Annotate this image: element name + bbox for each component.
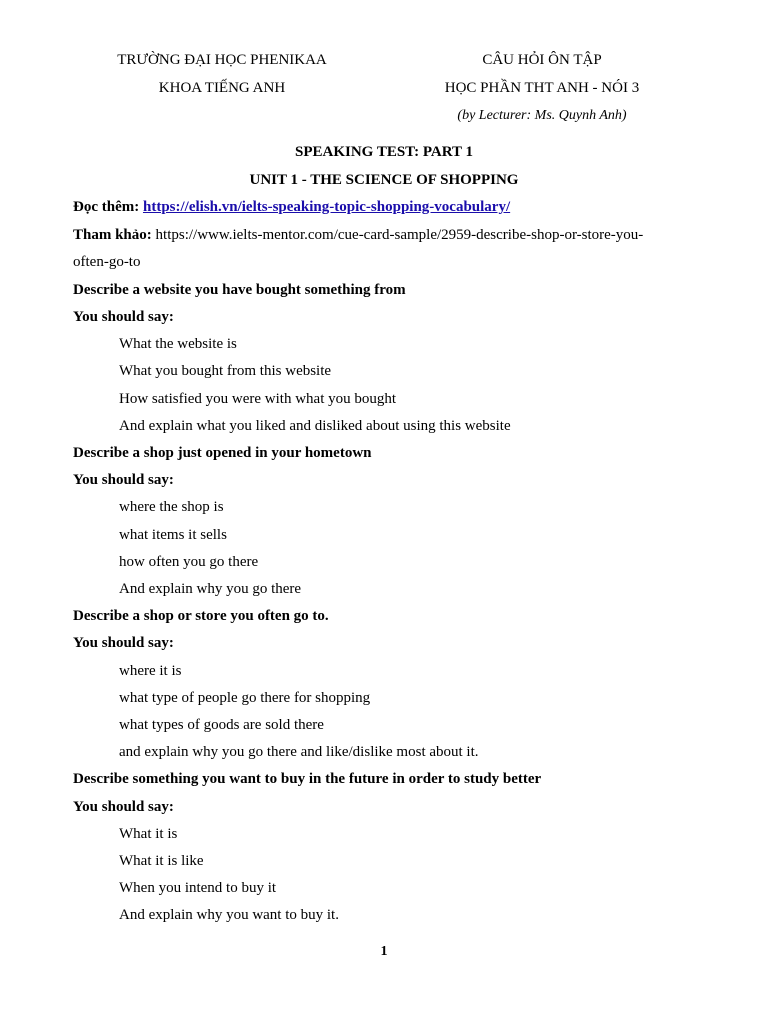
topic-point: When you intend to buy it [119,880,277,896]
topic-heading: Describe a shop or store you often go to. [73,608,329,624]
topic-prompt: You should say: [73,309,174,325]
topic-prompt: You should say: [73,472,174,488]
read-more-link[interactable]: https://elish.vn/ielts-speaking-topic-shopping-vocabulary/ [142,199,511,215]
topic-point: What it is like [119,853,204,869]
topic-point: where the shop is [119,499,224,515]
topic-point: And explain why you go there [119,581,302,597]
doc-type: CÂU HỎI ÔN TẬP [482,52,602,68]
header-right [392,46,692,130]
topic-point: What you bought from this website [119,363,332,379]
topic-heading: Describe something you want to buy in the future in order to study better [73,771,542,787]
course-name: HỌC PHẦN THT ANH - NÓI 3 [444,80,640,96]
topic-point: what type of people go there for shopping [119,690,371,706]
topic-point: and explain why you go there and like/dislike most about it. [119,744,479,760]
topic-point: What it is [119,826,178,842]
unit-title: UNIT 1 - THE SCIENCE OF SHOPPING [249,172,519,188]
university-name: TRƯỜNG ĐẠI HỌC PHENIKAA [117,52,327,68]
topic-heading: Describe a website you have bought something from [73,282,406,298]
reference-url-continued: often-go-to [73,254,141,270]
topic-point: What the website is [119,336,237,352]
topic-point: And explain what you liked and disliked about using this website [119,418,511,434]
reference-url: https://www.ielts-mentor.com/cue-card-sample/2959-describe-shop-or-store-you- [155,227,644,243]
topic-prompt: You should say: [73,799,174,815]
lecturer: (by Lecturer: Ms. Quynh Anh) [457,108,627,123]
topic-heading: Describe a shop just opened in your hometown [73,445,372,461]
read-more-line [73,199,718,216]
topic-point: what types of goods are sold there [119,717,324,733]
faculty-name: KHOA TIẾNG ANH [158,80,286,96]
page-number: 1 [380,944,388,959]
page-title: SPEAKING TEST: PART 1 [295,144,473,160]
topic-point: And explain why you want to buy it. [119,907,339,923]
reference-label: Tham khảo: [73,227,152,243]
topic-prompt: You should say: [73,635,174,651]
topic-point: How satisfied you were with what you bought [119,391,397,407]
read-more-label: Đọc thêm: [73,199,140,215]
topic-point: what items it sells [119,527,227,543]
header-left [72,46,372,102]
topic-point: how often you go there [119,554,259,570]
reference-line [73,227,718,244]
topic-point: where it is [119,663,182,679]
